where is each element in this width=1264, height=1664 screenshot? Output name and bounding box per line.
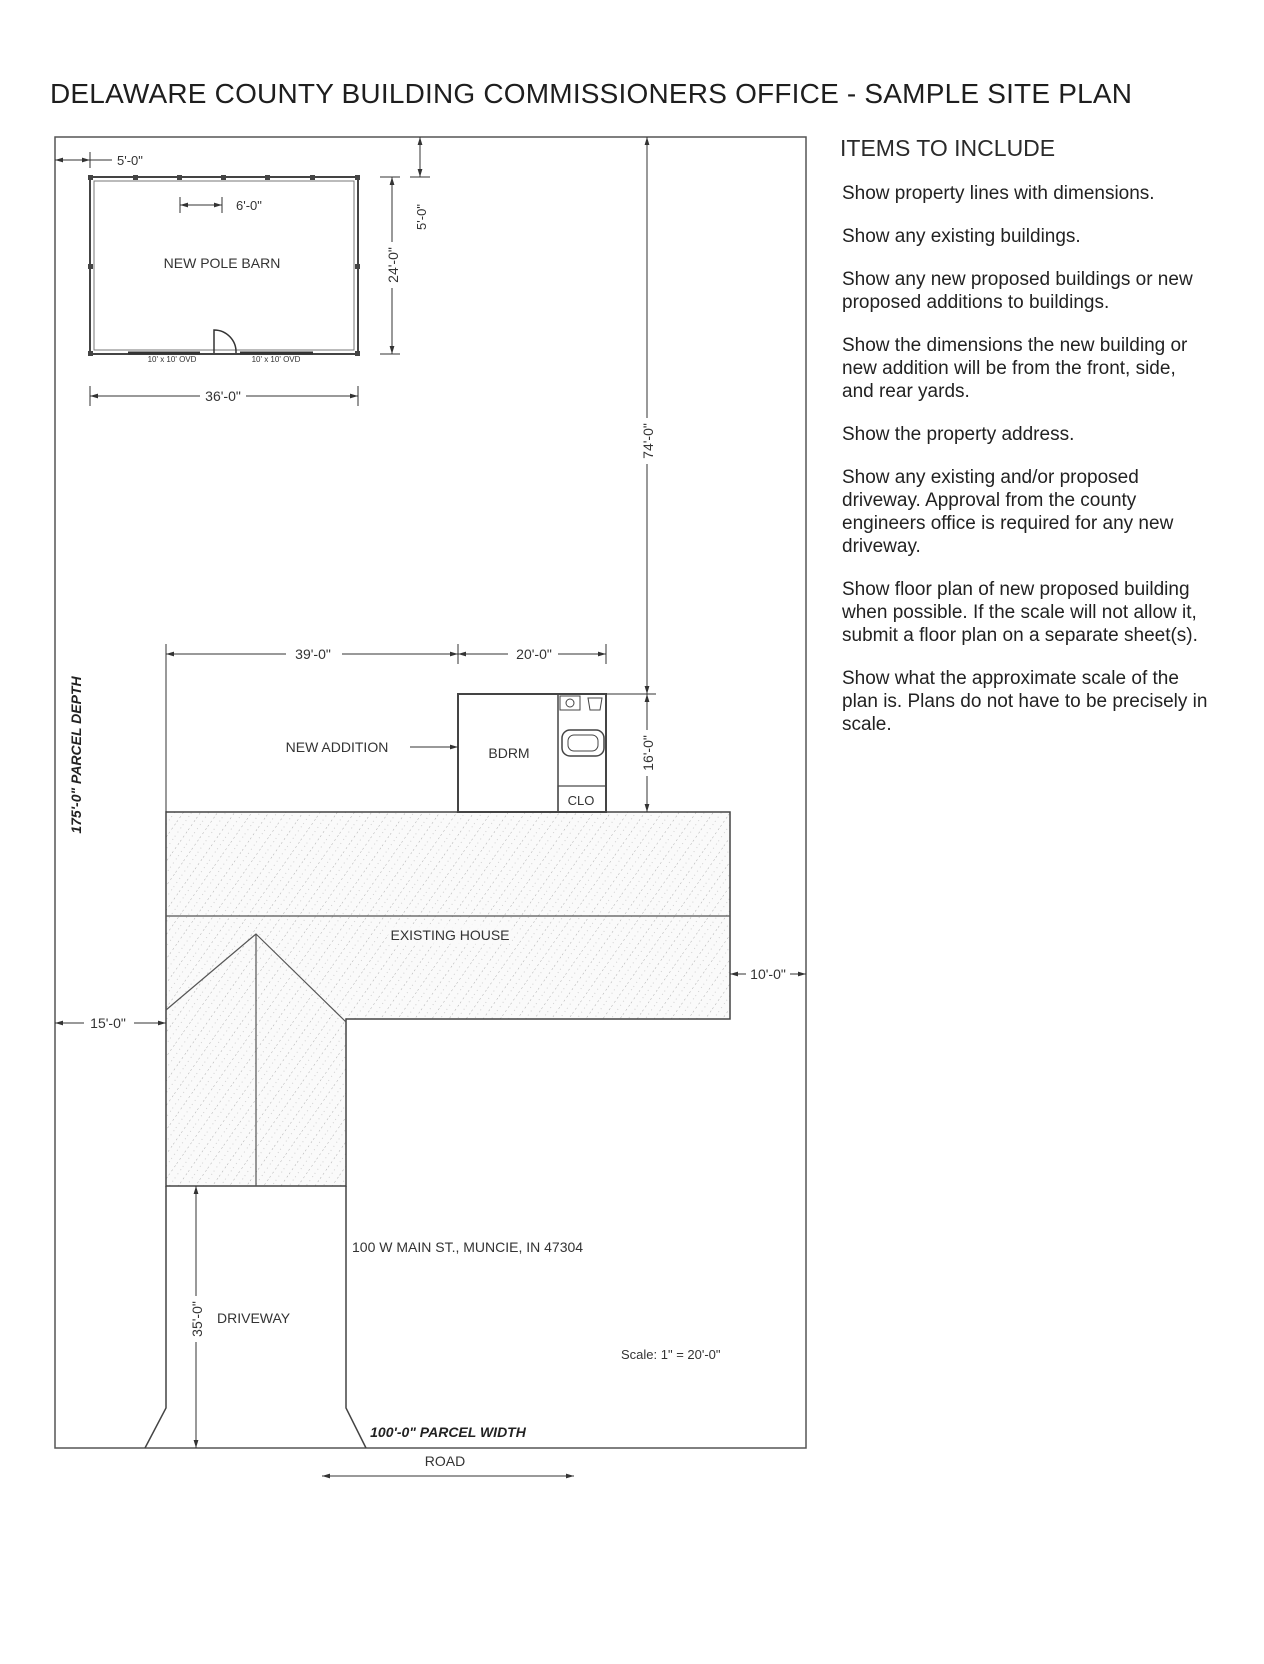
barn-side-setback-dim: 5'-0" bbox=[117, 153, 143, 168]
barn-depth-dim: 24'-0" bbox=[385, 247, 401, 283]
item-floor-plan: Show floor plan of new proposed building when possible. If the scale will not allow it, submit a floor plan on a separate sheet(s). bbox=[842, 579, 1198, 646]
driveway-length-dim: 35'-0" bbox=[189, 1301, 205, 1337]
existing-house bbox=[166, 812, 730, 1186]
item-driveway: Show any existing and/or proposed driveway. Approval from the county engineers office is required for any new driveway. bbox=[842, 467, 1174, 557]
item-new-buildings: Show any new proposed buildings or new proposed additions to buildings. bbox=[842, 269, 1193, 313]
scale-note: Scale: 1" = 20'-0" bbox=[621, 1347, 721, 1362]
closet-label: CLO bbox=[567, 793, 595, 808]
existing-house-label: EXISTING HOUSE bbox=[390, 927, 510, 943]
addition-offset-dim: 39'-0" bbox=[295, 646, 331, 662]
items-to-include-panel bbox=[840, 135, 1210, 756]
right-setback-dim: 10'-0" bbox=[750, 966, 786, 982]
item-scale: Show what the approximate scale of the plan is. Plans do not have to be precisely in scale. bbox=[842, 668, 1208, 735]
item-existing-buildings: Show any existing buildings. bbox=[842, 226, 1081, 247]
road bbox=[322, 1453, 574, 1476]
item-dimensions: Show the dimensions the new building or new addition will be from the front, side, and rear yards. bbox=[842, 335, 1188, 402]
left-setback-dimension bbox=[55, 1013, 166, 1033]
parcel-depth-label: 175'-0" PARCEL DEPTH bbox=[68, 676, 84, 834]
rear-distance-dim: 74'-0" bbox=[640, 423, 656, 459]
barn-width-dim: 36'-0" bbox=[205, 388, 241, 404]
new-addition-label: NEW ADDITION bbox=[285, 739, 389, 755]
property-address: 100 W MAIN ST., MUNCIE, IN 47304 bbox=[352, 1239, 584, 1255]
rear-distance-dimension bbox=[638, 137, 656, 694]
driveway-label: DRIVEWAY bbox=[217, 1310, 291, 1326]
pole-barn-label: NEW POLE BARN bbox=[163, 255, 281, 271]
pole-barn bbox=[55, 137, 430, 406]
door-right-label: 10' x 10' OVD bbox=[251, 355, 301, 364]
new-addition bbox=[166, 644, 656, 812]
right-setback-dimension bbox=[730, 964, 806, 984]
items-heading: ITEMS TO INCLUDE bbox=[840, 135, 1056, 161]
bedroom-label: BDRM bbox=[488, 745, 530, 761]
item-property-lines: Show property lines with dimensions. bbox=[842, 183, 1155, 204]
left-setback-dim: 15'-0" bbox=[90, 1015, 126, 1031]
barn-rear-setback-dim: 5'-0" bbox=[414, 204, 429, 230]
door-left-label: 10' x 10' OVD bbox=[147, 355, 197, 364]
page-title: DELAWARE COUNTY BUILDING COMMISSIONERS OFFICE - SAMPLE SITE PLAN bbox=[50, 78, 1133, 109]
driveway bbox=[145, 1186, 366, 1448]
bay-spacing-dim: 6'-0" bbox=[236, 198, 262, 213]
parcel-width-label: 100'-0" PARCEL WIDTH bbox=[370, 1424, 526, 1440]
item-address: Show the property address. bbox=[842, 424, 1075, 445]
addition-depth-dim: 16'-0" bbox=[640, 735, 656, 771]
addition-width-dim: 20'-0" bbox=[516, 646, 552, 662]
road-label: ROAD bbox=[424, 1453, 466, 1469]
